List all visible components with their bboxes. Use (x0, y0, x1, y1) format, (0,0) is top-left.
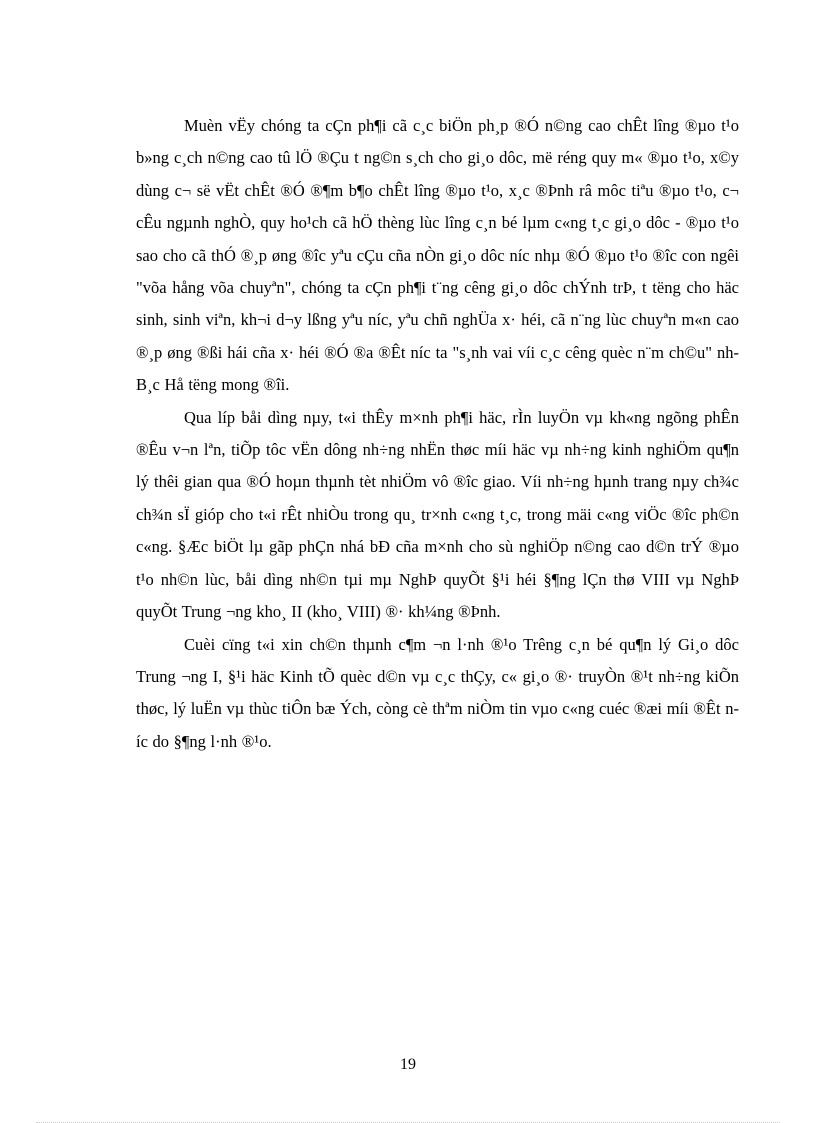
body-text (136, 110, 739, 758)
paragraph-1: Muèn vËy chóng ta cÇn ph¶i cã c¸c biÖn ph¸p ®Ó n©ng cao chÊt lîng ®µo t¹o b»ng c¸ch n©ng cao tû lÖ ®Çu t ng©n s¸ch cho gi¸o dôc, më réng quy m« ®µo t¹o, x©y dùng c¬ së vËt chÊt ®Ó ®¶m b¶o chÊt lîng ®µo t¹o, x¸c ®Þnh râ môc tiªu ®µo t¹o, c¬ cÊu ngµnh nghÒ, quy ho¹ch cã hÖ thèng lùc lîng c¸n bé lµm c«ng t¸c gi¸o dôc - ®µo t¹o sao cho cã thÓ ®¸p øng ®îc yªu cÇu cña nÒn gi¸o dôc níc nhµ ®Ó ®µo t¹o ®îc con ngêi "võa hång võa chuyªn", chóng ta cÇn ph¶i t¨ng cêng gi¸o dôc chÝnh trÞ, t tëng cho häc sinh, sinh viªn, kh¬i d¬y lßng yªu níc, yªu chñ nghÜa x· héi, cã n¨ng lùc chuyªn m«n cao ®¸p øng ®ßi hái cña x· héi ®Ó ®a ®Êt níc ta "s¸nh vai víi c¸c cêng quèc n¨m ch©u" nh B¸c Hå tëng mong ®îi. (136, 116, 739, 395)
paragraph-2: Qua líp båi dìng nµy, t«i thÊy m×nh ph¶i häc, rÌn luyÖn vµ kh«ng ngõng phÊn ®Êu v¬n lªn, tiÕp tôc vËn dông nh÷ng nhËn thøc míi häc vµ nh÷ng kinh nghiÖm qu¶n lý thêi gian qua ®Ó hoµn thµnh tèt nhiÖm vô ®îc giao. Víi nh÷ng hµnh trang nµy ch¾c ch¾n sÏ gióp cho t«i rÊt nhiÒu trong qu¸ tr×nh c«ng t¸c, trong mäi c«ng viÖc ®îc ph©n c«ng. §Æc biÖt lµ gãp phÇn nhá bÐ cña m×nh cho sù nghiÖp n©ng cao d©n trÝ ®µo t¹o nh©n lùc, båi dìng nh©n tµi mµ NghÞ quyÕt §¹i héi §¶ng lÇn thø VIII vµ NghÞ quyÕt Trung ¬ng kho¸ II (kho¸ VIII) ®· kh¼ng ®Þnh. (136, 407, 739, 622)
page-number: 19 (400, 1056, 416, 1073)
paragraph-3: Cuèi cïng t«i xin ch©n thµnh c¶m ¬n l·nh ®¹o Trêng c¸n bé qu¶n lý Gi¸o dôc Trung ¬ng I, §¹i häc Kinh tÕ quèc d©n vµ c¸c thÇy, c« gi¸o ®· truyÒn ®¹t nh÷ng kiÕn thøc, lý luËn vµ thùc tiÔn bæ Ých, còng cè thªm niÒm tin vµo c«ng cuéc ®æi míi ®Êt níc do §¶ng l·nh ®¹o. (136, 634, 739, 751)
